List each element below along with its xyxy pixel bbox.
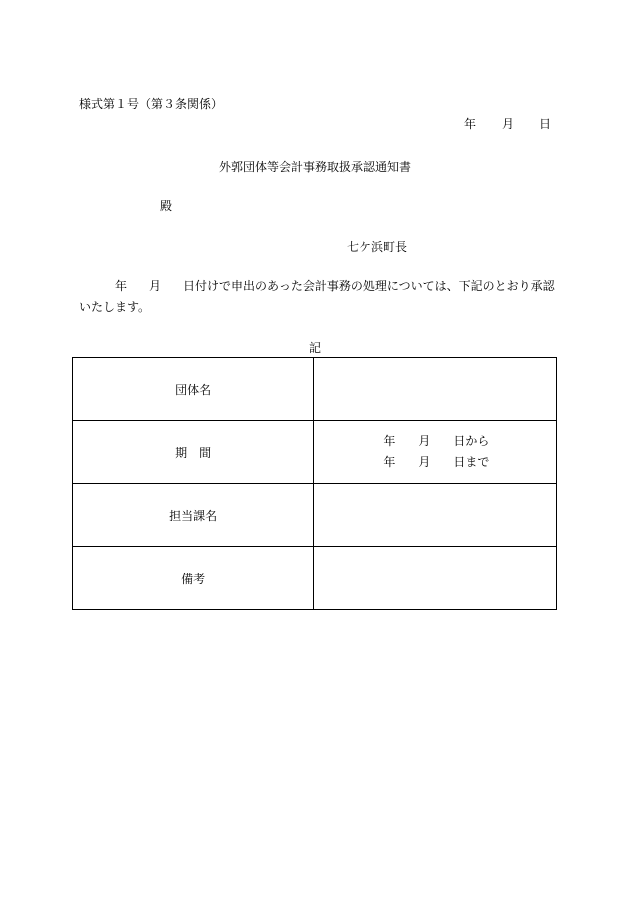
body-line1-rest: 日付けで申出のあった会計事務の処理については、下記のとおり承認 xyxy=(183,279,555,293)
table-row xyxy=(73,358,557,421)
body-text-line-1 xyxy=(115,279,555,293)
period-end-year: 年 xyxy=(383,455,396,469)
body-year: 年 xyxy=(115,279,128,293)
table-row xyxy=(73,421,557,484)
date-month: 月 xyxy=(502,117,515,131)
period-end-month: 月 xyxy=(418,455,431,469)
department-value xyxy=(314,484,557,547)
period-start-year: 年 xyxy=(383,434,396,448)
issuer-name: 七ケ浜町長 xyxy=(347,240,408,254)
date-day: 日 xyxy=(539,117,552,131)
form-number: 様式第１号（第３条関係） xyxy=(79,97,224,111)
remarks-label: 備考 xyxy=(73,547,314,610)
table-row xyxy=(73,484,557,547)
period-end-day: 日まで xyxy=(453,455,490,469)
date-year: 年 xyxy=(464,117,477,131)
document-title: 外郭団体等会計事務取扱承認通知書 xyxy=(218,160,411,174)
period-value xyxy=(314,421,557,484)
period-end xyxy=(383,452,556,473)
period-start-day: 日から xyxy=(453,434,490,448)
period-start xyxy=(383,431,556,452)
detail-table xyxy=(72,357,557,610)
table-row xyxy=(73,547,557,610)
department-label: 担当課名 xyxy=(73,484,314,547)
period-label: 期 間 xyxy=(73,421,314,484)
organization-name-value xyxy=(314,358,557,421)
ki-heading: 記 xyxy=(308,341,321,355)
period-start-month: 月 xyxy=(418,434,431,448)
remarks-value xyxy=(314,547,557,610)
body-month: 月 xyxy=(149,279,162,293)
organization-name-label: 団体名 xyxy=(73,358,314,421)
body-text-line-2: いたします。 xyxy=(79,300,151,314)
addressee-suffix: 殿 xyxy=(160,199,173,213)
issue-date xyxy=(464,117,551,131)
